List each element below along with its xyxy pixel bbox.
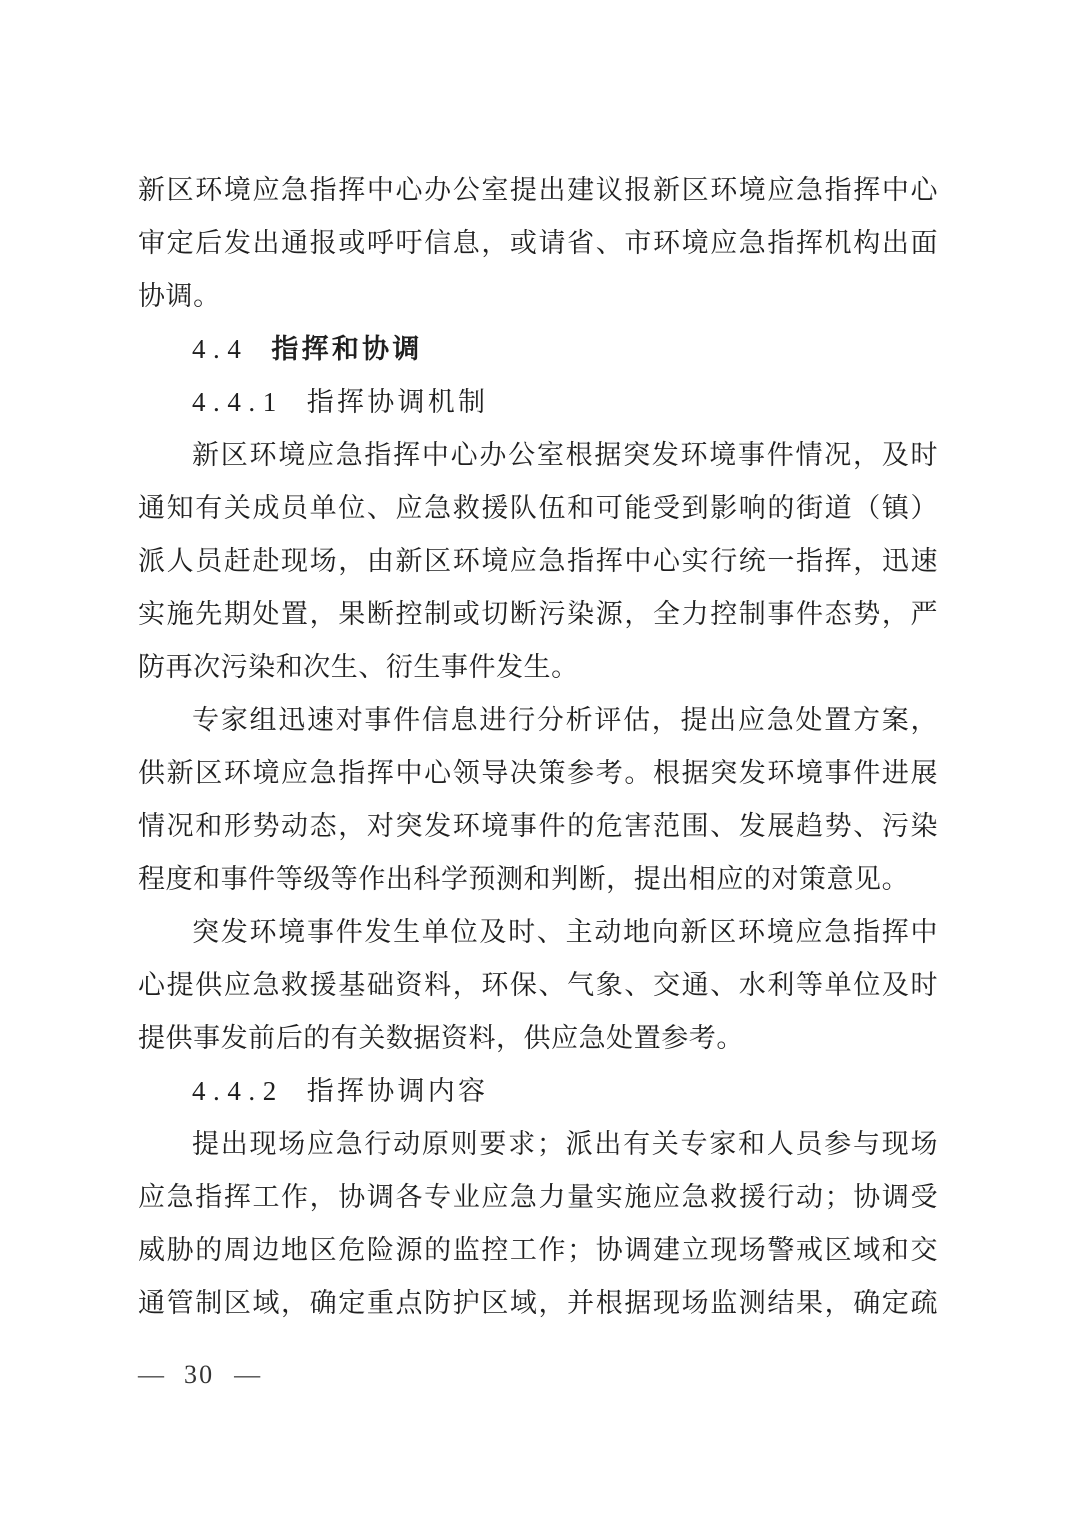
section-number: 4.4.2 xyxy=(192,1076,284,1106)
text-line: 提出现场应急行动原则要求；派出有关专家和人员参与现场 xyxy=(192,1129,938,1159)
section-number: 4.4.1 xyxy=(192,387,284,417)
text-line: 程度和事件等级等作出科学预测和判断，提出相应的对策意见。 xyxy=(138,864,910,894)
section-number: 4.4 xyxy=(192,334,249,364)
text-line: 协调。 xyxy=(138,281,221,311)
text-line: 供新区环境应急指挥中心领导决策参考。根据突发环境事件进展 xyxy=(138,758,938,788)
section-title: 指挥协调机制 xyxy=(306,387,489,417)
text-line: 实施先期处置，果断控制或切断污染源，全力控制事件态势，严 xyxy=(138,599,938,629)
text-line: 提供事发前后的有关数据资料，供应急处置参考。 xyxy=(138,1023,744,1053)
text-line: 通管制区域，确定重点防护区域，并根据现场监测结果，确定疏 xyxy=(138,1288,938,1318)
text-line: 专家组迅速对事件信息进行分析评估，提出应急处置方案， xyxy=(192,705,938,735)
text-line: 应急指挥工作，协调各专业应急力量实施应急救援行动；协调受 xyxy=(138,1182,938,1212)
paragraph-expert-group xyxy=(138,694,938,906)
text-line: 审定后发出通报或呼吁信息，或请省、市环境应急指挥机构出面 xyxy=(138,228,938,258)
section-title: 指挥协调内容 xyxy=(306,1076,489,1106)
paragraph-command-mechanism xyxy=(138,429,938,694)
text-line: 心提供应急救援基础资料，环保、气象、交通、水利等单位及时 xyxy=(138,970,938,1000)
section-heading-4-4 xyxy=(138,323,938,376)
footer-left-dash: — xyxy=(138,1360,164,1389)
text-line: 新区环境应急指挥中心办公室根据突发环境事件情况，及时 xyxy=(192,440,938,470)
section-heading-4-4-1 xyxy=(138,376,938,429)
text-line: 情况和形势动态，对突发环境事件的危害范围、发展趋势、污染 xyxy=(138,811,938,841)
paragraph-coordination-content xyxy=(138,1118,938,1330)
text-line: 威胁的周边地区危险源的监控工作；协调建立现场警戒区域和交 xyxy=(138,1235,938,1265)
text-line: 派人员赶赴现场，由新区环境应急指挥中心实行统一指挥，迅速 xyxy=(138,546,938,576)
text-line: 防再次污染和次生、衍生事件发生。 xyxy=(138,652,579,682)
text-line: 新区环境应急指挥中心办公室提出建议报新区环境应急指挥中心 xyxy=(138,175,938,205)
text-line: 通知有关成员单位、应急救援队伍和可能受到影响的街道（镇） xyxy=(138,493,938,523)
footer-right-dash: — xyxy=(234,1360,261,1389)
paragraph-incident-unit xyxy=(138,906,938,1065)
section-heading-4-4-2 xyxy=(138,1065,938,1118)
section-title: 指挥和协调 xyxy=(271,334,423,364)
page-number: 30 xyxy=(184,1360,215,1389)
text-line: 突发环境事件发生单位及时、主动地向新区环境应急指挥中 xyxy=(192,917,938,947)
page-footer xyxy=(138,1358,260,1392)
document-body xyxy=(138,164,938,1330)
paragraph-continuation xyxy=(138,164,938,323)
